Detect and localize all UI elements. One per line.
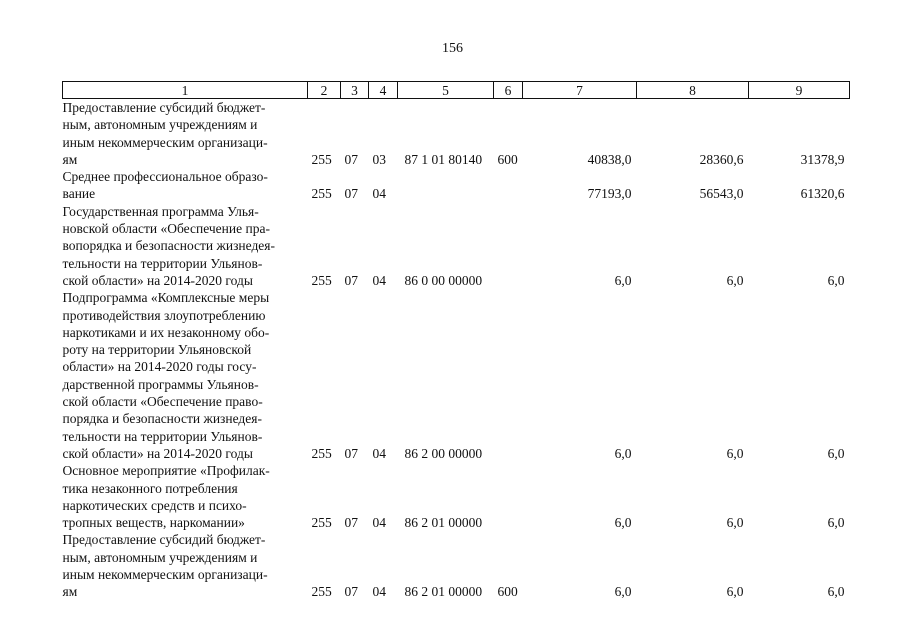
cell-col-5: 86 0 00 00000: [404, 272, 483, 288]
column-header: 9: [749, 82, 850, 99]
cell-col-2: 255: [311, 584, 332, 600]
cell-col-7: 40838,0: [587, 151, 632, 167]
cell-col-9: 6,0: [827, 445, 845, 461]
table-body: [63, 99, 850, 601]
cell-col-3: 07: [344, 445, 358, 461]
cell-col-4: 04: [372, 186, 386, 202]
cell-col-9: 6,0: [827, 272, 845, 288]
row-name-line: тропных веществ, наркомании»: [62, 515, 245, 531]
cell-col-8: 6,0: [726, 445, 744, 461]
row-name-line: тельности на территории Ульянов-: [62, 255, 263, 271]
cell-col-4: 04: [372, 445, 386, 461]
row-name-line: ской области «Обеспечение право-: [62, 394, 263, 410]
cell-col-7: 6,0: [614, 584, 632, 600]
cell-col-9: 6,0: [827, 584, 845, 600]
cell-col-6: 600: [497, 584, 518, 600]
row-name-line: ям: [62, 584, 78, 600]
cell-col-4: 04: [372, 584, 386, 600]
cell-col-2: 255: [311, 445, 332, 461]
row-name-line: наркотиками и их незаконному обо-: [62, 324, 270, 340]
cell-col-4: 04: [372, 515, 386, 531]
cell-col-3: 07: [344, 584, 358, 600]
cell-col-8: 6,0: [726, 272, 744, 288]
header-row: [63, 82, 850, 99]
column-header: 3: [341, 82, 369, 99]
row-name: [63, 531, 308, 600]
row-name-line: области» на 2014-2020 годы госу-: [62, 359, 257, 375]
table-row: [63, 462, 850, 531]
cell-col-8: 28360,6: [699, 151, 744, 167]
row-name-line: тельности на территории Ульянов-: [62, 428, 263, 444]
row-name-line: ным, автономным учреждениям и: [62, 117, 258, 133]
row-name: [63, 462, 308, 531]
table-row: [63, 99, 850, 169]
cell-col-2: 255: [311, 151, 332, 167]
cell-col-8: 6,0: [726, 584, 744, 600]
row-name-line: Предоставление субсидий бюджет-: [62, 100, 266, 115]
row-name-line: наркотических средств и психо-: [62, 497, 247, 513]
cell-col-3: 07: [344, 272, 358, 288]
table-row: [63, 168, 850, 203]
row-name-line: иным некоммерческим организаци-: [62, 567, 268, 583]
cell-col-7: 6,0: [614, 272, 632, 288]
row-name-line: вопорядка и безопасности жизнедея-: [62, 238, 276, 254]
row-name-line: Государственная программа Улья-: [62, 203, 259, 219]
column-header: 8: [637, 82, 749, 99]
table-row: [63, 203, 850, 289]
row-name: [63, 289, 308, 462]
cell-col-9: 61320,6: [800, 186, 845, 202]
row-name-line: дарственной программы Ульянов-: [62, 376, 259, 392]
cell-col-2: 255: [311, 272, 332, 288]
row-name: [63, 203, 308, 289]
cell-col-8: 6,0: [726, 515, 744, 531]
cell-col-5: 86 2 01 00000: [404, 584, 483, 600]
cell-col-2: 255: [311, 186, 332, 202]
cell-col-5: 87 1 01 80140: [404, 151, 483, 167]
cell-col-3: 07: [344, 151, 358, 167]
cell-col-8: 56543,0: [699, 186, 744, 202]
cell-col-6: [494, 462, 523, 531]
row-name-line: ям: [62, 151, 78, 167]
row-name-line: иным некоммерческим организаци-: [62, 134, 268, 150]
cell-col-9: 31378,9: [800, 151, 845, 167]
cell-col-7: 6,0: [614, 445, 632, 461]
row-name-line: противодействия злоупотреблению: [62, 307, 266, 323]
row-name-line: тика незаконного потребления: [62, 480, 238, 496]
row-name: [63, 168, 308, 203]
cell-col-5: [398, 168, 494, 203]
table-row: [63, 531, 850, 600]
column-header: 7: [523, 82, 637, 99]
row-name-line: вание: [62, 186, 96, 202]
row-name-line: Основное мероприятие «Профилак-: [62, 463, 270, 479]
column-header: 5: [398, 82, 494, 99]
cell-col-7: 6,0: [614, 515, 632, 531]
cell-col-5: 86 2 00 00000: [404, 445, 483, 461]
row-name: [63, 99, 308, 169]
column-header: 4: [369, 82, 398, 99]
row-name-line: порядка и безопасности жизнедея-: [62, 411, 262, 427]
row-name-line: Предоставление субсидий бюджет-: [62, 532, 266, 548]
cell-col-4: 03: [372, 151, 386, 167]
cell-col-3: 07: [344, 186, 358, 202]
row-name-line: Подпрограмма «Комплексные меры: [62, 290, 270, 306]
row-name-line: новской области «Обеспечение пра-: [62, 221, 270, 237]
cell-col-2: 255: [311, 515, 332, 531]
budget-table: [62, 81, 850, 601]
row-name-line: ской области» на 2014-2020 годы: [62, 272, 253, 288]
row-name-line: ской области» на 2014-2020 годы: [62, 445, 253, 461]
cell-col-6: 600: [497, 151, 518, 167]
row-name-line: роту на территории Ульяновской: [62, 342, 252, 358]
cell-col-7: 77193,0: [587, 186, 632, 202]
cell-col-3: 07: [344, 515, 358, 531]
row-name-line: ным, автономным учреждениям и: [62, 549, 258, 565]
cell-col-4: 04: [372, 272, 386, 288]
column-header: 6: [494, 82, 523, 99]
page-number: 156: [442, 41, 463, 56]
row-name-line: Среднее профессиональное образо-: [62, 169, 268, 185]
cell-col-6: [494, 203, 523, 289]
cell-col-5: 86 2 01 00000: [404, 515, 483, 531]
column-header: 1: [63, 82, 308, 99]
cell-col-6: [494, 168, 523, 203]
table-row: [63, 289, 850, 462]
cell-col-9: 6,0: [827, 515, 845, 531]
column-header: 2: [308, 82, 341, 99]
cell-col-6: [494, 289, 523, 462]
